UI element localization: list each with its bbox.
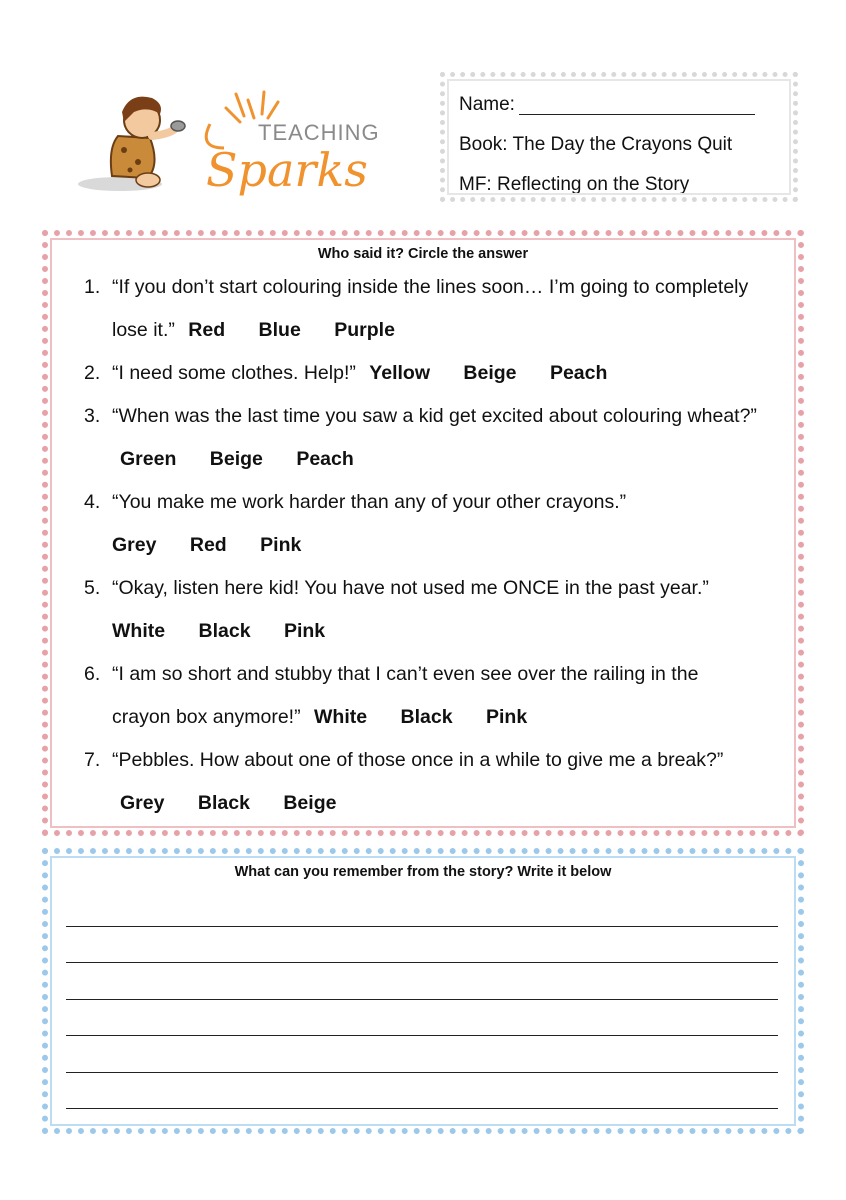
answer-option[interactable]: Blue: [258, 319, 301, 341]
who-said-it-title: Who said it? Circle the answer: [317, 246, 529, 262]
answer-option[interactable]: Beige: [209, 448, 263, 470]
writing-line[interactable]: [66, 1000, 778, 1037]
name-row: [459, 85, 779, 125]
logo-text-teaching: TEACHING: [258, 120, 380, 145]
answer-option[interactable]: Purple: [334, 319, 395, 341]
question-item: [48, 266, 758, 352]
question-number: 3.: [84, 405, 101, 427]
answer-option[interactable]: Red: [189, 534, 227, 556]
question-item: [48, 653, 758, 739]
answer-option[interactable]: Beige: [283, 792, 337, 814]
answer-option[interactable]: Black: [198, 620, 251, 642]
question-text: “You make me work harder than any of your other crayons.”: [112, 491, 627, 513]
answer-option[interactable]: Grey: [112, 534, 157, 556]
answer-option[interactable]: Black: [400, 706, 453, 728]
question-number: 1.: [84, 276, 101, 298]
mf-subtitle: MF: Reflecting on the Story: [459, 174, 690, 195]
answer-option[interactable]: Grey: [120, 792, 165, 814]
answer-option[interactable]: Beige: [463, 362, 517, 384]
student-info-box: [440, 72, 798, 202]
answer-option[interactable]: Pink: [260, 534, 302, 556]
logo-text-sparks: Sparks: [206, 143, 368, 197]
question-number: 4.: [84, 491, 101, 513]
question-text: “When was the last time you saw a kid get excited about colouring wheat?”: [112, 405, 757, 427]
answer-option[interactable]: Peach: [296, 448, 354, 470]
answer-option[interactable]: Pink: [283, 620, 326, 642]
question-text: “If you don’t start colouring inside the lines soon… I’m going to completely lose it.”: [112, 276, 749, 341]
question-text: “Pebbles. How about one of those once in a while to give me a break?”: [112, 749, 724, 771]
question-number: 5.: [84, 577, 101, 599]
remember-story-section: [42, 848, 804, 1134]
answer-option[interactable]: White: [112, 620, 166, 642]
writing-line[interactable]: [66, 890, 778, 927]
question-item: [48, 352, 758, 395]
answer-option[interactable]: White: [314, 706, 368, 728]
writing-line[interactable]: [66, 927, 778, 964]
answer-options: [112, 524, 758, 567]
writing-line[interactable]: [66, 963, 778, 1000]
writing-lines: [48, 890, 798, 1109]
answer-option[interactable]: Peach: [549, 362, 608, 384]
book-title: Book: The Day the Crayons Quit: [459, 134, 733, 155]
question-text: “I am so short and stubby that I can’t even see over the railing in the crayon box anymore!”: [112, 663, 699, 728]
who-said-it-section: [42, 230, 804, 836]
question-list: [48, 266, 798, 825]
question-number: 7.: [84, 749, 101, 771]
question-number: 6.: [84, 663, 101, 685]
teaching-sparks-logo: [78, 78, 408, 208]
remember-story-title: What can you remember from the story? Write it below: [234, 864, 612, 880]
answer-option[interactable]: Red: [188, 319, 226, 341]
answer-options: [112, 610, 758, 653]
question-item: [48, 567, 758, 653]
answer-option[interactable]: Green: [120, 448, 177, 470]
name-label: Name:: [459, 94, 515, 115]
writing-line[interactable]: [66, 1036, 778, 1073]
answer-option[interactable]: Black: [197, 792, 250, 814]
question-number: 2.: [84, 362, 101, 384]
question-text: “Okay, listen here kid! You have not used me ONCE in the past year.”: [112, 577, 709, 599]
question-text: “I need some clothes. Help!”: [112, 362, 356, 384]
writing-line[interactable]: [66, 1073, 778, 1110]
name-write-line[interactable]: [519, 94, 755, 115]
question-item: [48, 481, 758, 567]
question-item: [48, 739, 758, 825]
question-item: [48, 395, 758, 481]
caveman-icon: [78, 78, 408, 208]
answer-option[interactable]: Pink: [485, 706, 528, 728]
answer-option[interactable]: Yellow: [369, 362, 430, 384]
